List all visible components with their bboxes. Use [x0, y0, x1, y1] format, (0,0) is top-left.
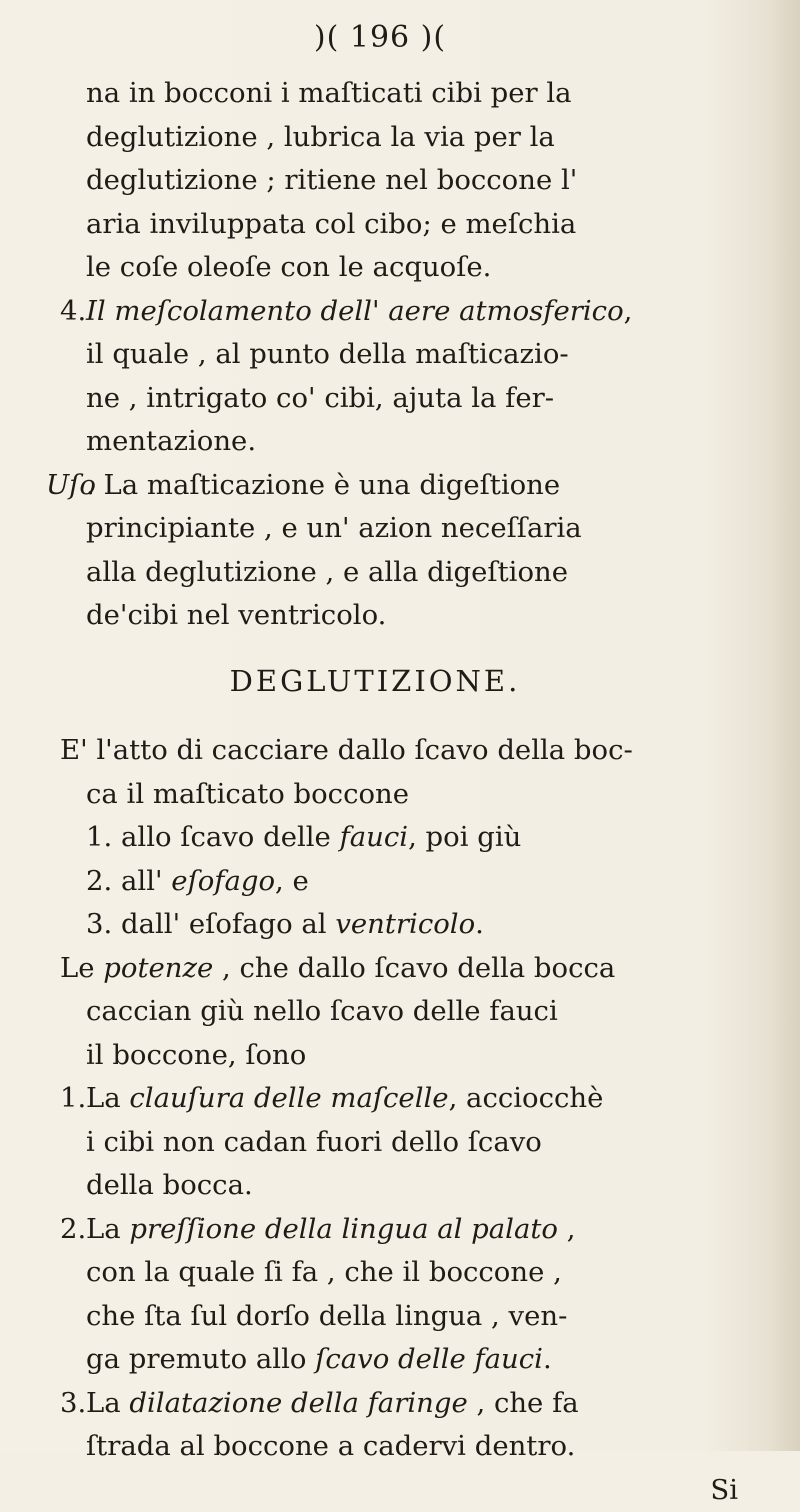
- text-fragment: ,: [624, 295, 633, 327]
- list-item: [60, 1208, 750, 1252]
- italic-term: eſofago: [171, 865, 275, 897]
- text-fragment: La: [86, 1082, 129, 1114]
- text-fragment: allo ſcavo delle: [121, 821, 340, 853]
- text-fragment: , e: [275, 865, 309, 897]
- text-line: [60, 1338, 750, 1382]
- list-item: [60, 1382, 750, 1426]
- item-number: 1.: [60, 1077, 86, 1121]
- text-line: E' l'atto di cacciare dallo ſcavo della boc-: [60, 729, 750, 773]
- list-item: [60, 290, 750, 334]
- text-line: ſtrada al boccone a cadervi dentro.: [60, 1425, 750, 1469]
- text-line: il boccone, ſono: [60, 1034, 750, 1078]
- italic-term: ventricolo: [335, 908, 475, 940]
- list-item: [60, 860, 750, 904]
- italic-term: potenze: [103, 952, 213, 984]
- text-line: il quale , al punto della maſticazio-: [60, 333, 750, 377]
- list-item: [60, 816, 750, 860]
- item-number: 3.: [86, 908, 112, 940]
- text-line: ca il maſticato boccone: [60, 773, 750, 817]
- text-fragment: , che fa: [468, 1387, 579, 1419]
- italic-term: dilatazione della faringe: [129, 1387, 467, 1419]
- text-line: i cibi non cadan fuori dello ſcavo: [60, 1121, 750, 1165]
- text-line: che ſta ſul dorſo della lingua , ven-: [60, 1295, 750, 1339]
- text-fragment: La: [86, 1387, 129, 1419]
- text-line: ne , intrigato co' cibi, ajuta la fer-: [60, 377, 750, 421]
- text-fragment: all': [121, 865, 171, 897]
- uso-paragraph: [60, 464, 750, 508]
- text-line: alla deglutizione , e alla digeſtione: [60, 551, 750, 595]
- text-fragment: , poi giù: [408, 821, 521, 853]
- text-fragment: , acciocchè: [449, 1082, 604, 1114]
- page-header: )( 196 )(: [0, 20, 760, 55]
- text-fragment: . La maſticazione è una digeſtione: [86, 469, 560, 501]
- section-heading: DEGLUTIZIONE.: [60, 660, 750, 704]
- text-line: [60, 947, 750, 991]
- text-fragment: La: [86, 1213, 129, 1245]
- text-line: de'cibi nel ventricolo.: [60, 594, 750, 638]
- uso-label: Uſo: [46, 464, 86, 508]
- list-item: [60, 903, 750, 947]
- catchword: Si: [60, 1469, 750, 1512]
- item-number: 2.: [60, 1208, 86, 1252]
- text-fragment: dall' eſofago al: [121, 908, 335, 940]
- italic-term: Il meſcolamento dell' aere atmosferico: [86, 295, 624, 327]
- text-line: caccian giù nello ſcavo delle fauci: [60, 990, 750, 1034]
- text-line: della bocca.: [60, 1164, 750, 1208]
- text-line: deglutizione ; ritiene nel boccone l': [60, 159, 750, 203]
- text-fragment: , che dallo ſcavo della bocca: [213, 952, 615, 984]
- item-number: 1.: [86, 821, 112, 853]
- italic-term: clauſura delle maſcelle: [129, 1082, 448, 1114]
- item-number: 3.: [60, 1382, 86, 1426]
- text-fragment: ,: [558, 1213, 575, 1245]
- text-line: mentazione.: [60, 420, 750, 464]
- text-fragment: ga premuto allo: [86, 1343, 315, 1375]
- item-number: 2.: [86, 865, 112, 897]
- text-line: deglutizione , lubrica la via per la: [60, 116, 750, 160]
- italic-term: ſcavo delle fauci: [315, 1343, 543, 1375]
- text-fragment: .: [475, 908, 484, 940]
- text-line: principiante , e un' azion neceſſaria: [60, 507, 750, 551]
- text-line: con la quale ſi fa , che il boccone ,: [60, 1251, 750, 1295]
- text-line: na in bocconi i maſticati cibi per la: [60, 72, 750, 116]
- text-line: le coſe oleoſe con le acquoſe.: [60, 246, 750, 290]
- text-line: aria inviluppata col cibo; e meſchia: [60, 203, 750, 247]
- text-fragment: .: [543, 1343, 552, 1375]
- text-fragment: Le: [60, 952, 103, 984]
- list-item: [60, 1077, 750, 1121]
- italic-term: preſſione della lingua al palato: [129, 1213, 558, 1245]
- page-text: [60, 72, 750, 1512]
- italic-term: fauci: [340, 821, 408, 853]
- item-number: 4.: [60, 290, 86, 334]
